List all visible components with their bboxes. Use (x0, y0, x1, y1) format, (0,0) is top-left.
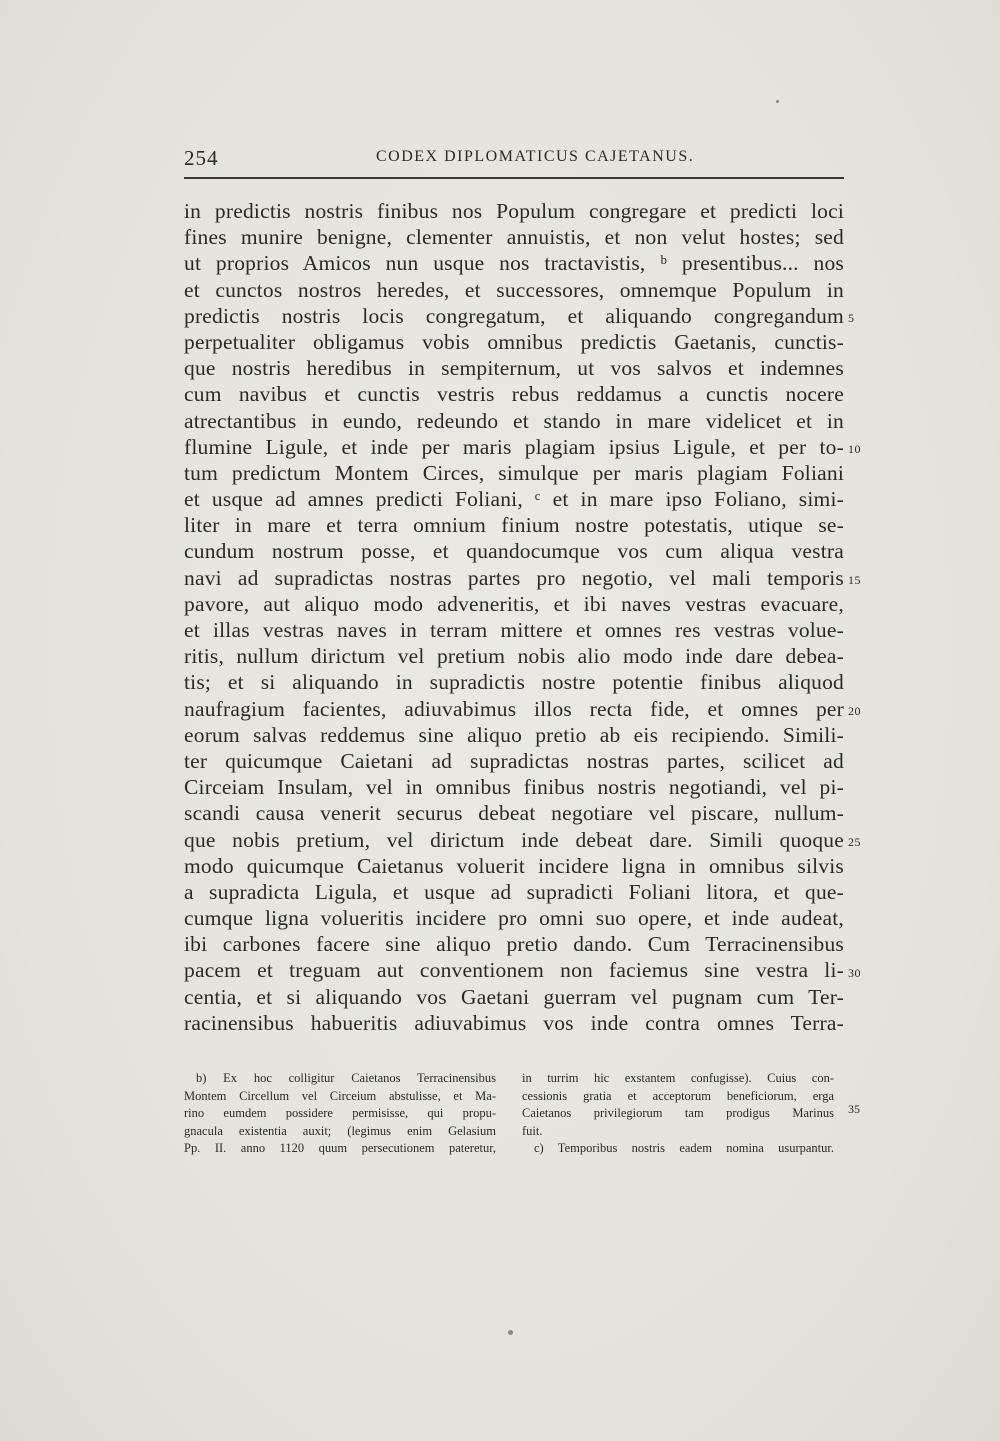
paper-speck (508, 1330, 513, 1335)
line-number: 10 (848, 441, 861, 456)
footnote-line: cessionis gratia et acceptorum beneficiorum, erga (522, 1088, 834, 1103)
header-rule (184, 177, 844, 179)
text-line: racinensibus habueritis adiuvabimus vos inde contra omnes Terra- (184, 1010, 844, 1035)
text-line: Circeiam Insulam, vel in omnibus finibus nostris negotiandi, vel pi- (184, 775, 844, 800)
text-line: atrectantibus in eundo, redeundo et stando in mare videlicet et in (184, 408, 844, 433)
text-line: pacem et treguam aut conventionem non faciemus sine vestra li- (184, 958, 844, 983)
text-line: ibi carbones facere sine aliquo pretio dando. Cum Terracinensibus (184, 932, 844, 957)
line-number: 5 (848, 310, 855, 325)
text-line: scandi causa venerit securus debeat negotiare vel piscare, nullum- (184, 801, 844, 826)
text-line: ritis, nullum dirictum vel pretium nobis alio modo inde dare debea- (184, 644, 844, 669)
text-line: que nostris heredibus in sempiternum, ut vos salvos et indemnes (184, 356, 844, 381)
text-line: tis; et si aliquando in supradictis nostre potentie finibus aliquod (184, 670, 844, 695)
footnote-line: c) Temporibus nostris eadem nomina usurpantur. (534, 1141, 834, 1155)
text-line: centia, et si aliquando vos Gaetani guerram vel pugnam cum Ter- (184, 984, 844, 1009)
running-title: CODEX DIPLOMATICUS CAJETANUS. (376, 148, 695, 165)
footnote-line: Montem Circellum vel Circeium abstulisse, et Ma- (184, 1088, 496, 1103)
footnote-line: gnacula existentia auxit; (legimus enim Gelasium (184, 1123, 496, 1138)
footnote-column-left (184, 1070, 496, 1158)
footnote-line: Pp. II. anno 1120 quum persecutionem pateretur, (184, 1141, 496, 1155)
text-line: cundum nostrum posse, et quandocumque vos cum aliqua vestra (184, 539, 844, 564)
line-number: 15 (848, 572, 861, 587)
text-line: que nobis pretium, vel dirictum inde debeat dare. Simili quoque (184, 827, 844, 852)
text-line: flumine Ligule, et inde per maris plagiam ipsius Ligule, et per to- (184, 434, 844, 459)
page-header (184, 142, 840, 172)
text-line: fines munire benigne, clementer annuistis, et non velut hostes; sed (184, 225, 844, 250)
text-line: modo quicumque Caietanus voluerit incidere ligna in omnibus silvis (184, 853, 844, 878)
text-line: ter quicumque Caietani ad supradictas nostras partes, scilicet ad (184, 748, 844, 773)
text-line: et usque ad amnes predicti Foliani, ᶜ et in mare ipso Foliano, simi- (184, 487, 844, 512)
text-line: naufragium facientes, adiuvabimus illos recta fide, et omnes per (184, 696, 844, 721)
text-line: in predictis nostris finibus nos Populum congregare et predicti loci (184, 199, 844, 223)
footnote-line: Caietanos privilegiorum tam prodigus Marinus (522, 1106, 834, 1120)
text-line: cumque ligna volueritis incidere pro omni suo opere, et inde audeat, (184, 906, 844, 931)
footnote-line: in turrim hic exstantem confugisse). Cuius con- (522, 1071, 834, 1085)
text-line: liter in mare et terra omnium finium nostre potestatis, utique se- (184, 513, 844, 538)
footnote-line: rino eumdem possidere permisisse, qui propu- (184, 1106, 496, 1120)
paper-speck (776, 100, 779, 103)
text-line: a supradicta Ligula, et usque ad supradicti Foliani litora, et que- (184, 879, 844, 904)
page-number: 254 (184, 146, 219, 170)
body-text (184, 198, 844, 1036)
line-number: 25 (848, 834, 861, 849)
text-line: cum navibus et cunctis vestris rebus reddamus a cunctis nocere (184, 382, 844, 407)
text-line: tum predictum Montem Circes, simulque per maris plagiam Foliani (184, 460, 844, 485)
line-number: 30 (848, 965, 861, 980)
text-line: et illas vestras naves in terram mittere et omnes res vestras volue- (184, 618, 844, 642)
text-line: ut proprios Amicos nun usque nos tractavistis, ᵇ presentibus... nos (184, 251, 844, 276)
footnote-column-right (522, 1070, 834, 1158)
text-line: perpetualiter obligamus vobis omnibus predictis Gaetanis, cunctis- (184, 329, 844, 354)
footnote-line-number: 35 (848, 1102, 860, 1116)
text-line: et cunctos nostros heredes, et successores, omnemque Populum in (184, 277, 844, 302)
line-number: 20 (848, 703, 861, 718)
text-line: pavore, aut aliquo modo adveneritis, et ibi naves vestras evacuare, (184, 591, 844, 616)
footnote-line: fuit. (522, 1123, 543, 1138)
text-line: eorum salvas reddemus sine aliquo pretio ab eis recipiendo. Simili- (184, 722, 844, 747)
text-line: predictis nostris locis congregatum, et aliquando congregandum (184, 303, 844, 328)
footnote-line: b) Ex hoc colligitur Caietanos Terracinensibus (196, 1071, 496, 1085)
text-line: navi ad supradictas nostras partes pro negotio, vel mali temporis (184, 565, 844, 590)
